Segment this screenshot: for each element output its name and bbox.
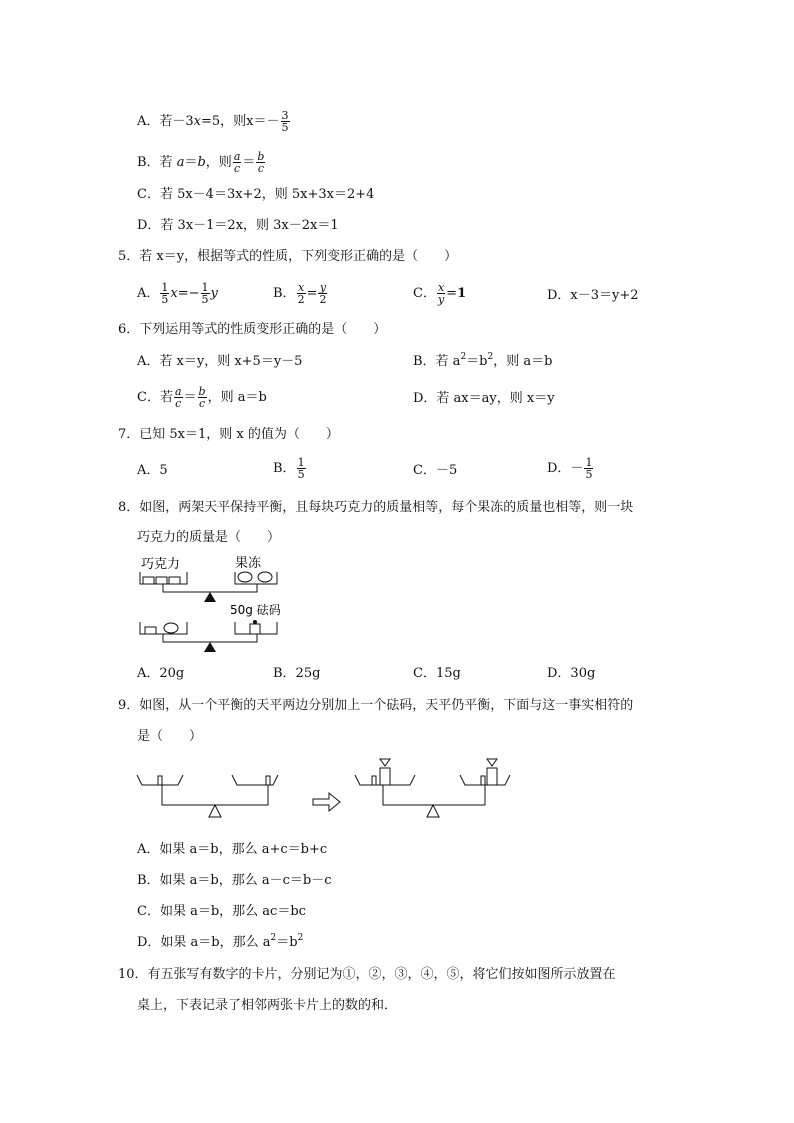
q6-option-d: D．若 ax＝ay，则 x＝y (413, 391, 555, 406)
q6-option-b: B．若 $a^2=b^2$，则 a＝b (413, 352, 553, 369)
q4-option-b: B．若 a＝b，则 $\frac{a}{c}$ ＝ $\frac{b}{c}$ (137, 150, 265, 175)
q8-balance-figure (135, 550, 295, 660)
q10-stem-line1: 10．有五张写有数字的卡片，分别记为①，②，③，④，⑤，将它们按如图所示放置在 (118, 967, 616, 982)
q5-option-c: C． $\frac{x}{y}$ =1 (413, 281, 467, 306)
q10-stem-line2: 桌上，下表记录了相邻两张卡片上的数的和． (137, 998, 398, 1013)
pivot-triangle-bottom (204, 642, 216, 652)
q9-option-a: A．如果 a＝b，那么 a+c＝b+c (137, 842, 328, 857)
q5-option-a: A． $\frac{1}{5}$ x=− $\frac{1}{5}$ y (137, 281, 218, 306)
q6-stem: 6．下列运用等式的性质变形正确的是（ ） (118, 322, 387, 337)
q5-option-d: D．x－3＝y+2 (547, 288, 639, 303)
q9-stem-line1: 9．如图，从一个平衡的天平两边分别加上一个砝码，天平仍平衡，下面与这一事实相符的 (118, 698, 634, 713)
q7-option-d: D．－ $\frac{1}{5}$ (547, 456, 593, 481)
pivot-triangle-top (204, 592, 216, 602)
q7-option-a: A．5 (137, 463, 168, 478)
q9-balance-figure (135, 755, 520, 830)
q5-stem: 5．若 x＝y，根据等式的性质，下列变形正确的是（ ） (118, 249, 458, 264)
q8-option-a: A．20g (137, 666, 185, 681)
q7-stem: 7．已知 5x＝1，则 x 的值为（ ） (118, 427, 339, 442)
q8-option-b: B．25g (273, 666, 321, 681)
q8-stem-line1: 8．如图，两架天平保持平衡，且每块巧克力的质量相等，每个果冻的质量也相等，则一块 (118, 500, 634, 515)
q8-option-d: D．30g (547, 666, 596, 681)
q6-option-c: C．若 $\frac{a}{c}$ ＝ $\frac{b}{c}$ ，则 a＝b (137, 385, 267, 410)
label-jelly: 果冻 (235, 556, 262, 571)
q9-option-c: C．如果 a＝b，那么 ac＝bc (137, 904, 306, 919)
q5-option-b: B． $\frac{x}{2}$ = $\frac{y}{2}$ (273, 281, 327, 306)
label-chocolate: 巧克力 (141, 557, 181, 572)
q7-option-b: B． $\frac{1}{5}$ (273, 456, 305, 481)
q6-option-a: A．若 x＝y，则 x+5＝y－5 (137, 354, 303, 369)
q7-option-c: C．－5 (413, 463, 458, 478)
q8-option-c: C．15g (413, 666, 461, 681)
q9-option-b: B．如果 a＝b，那么 a－c＝b－c (137, 873, 332, 888)
q8-stem-line2: 巧克力的质量是（ ） (137, 530, 281, 545)
label-weight: 50g 砝码 (230, 603, 281, 617)
q9-option-d: D．如果 a＝b，那么 $a^2=b^2$ (137, 933, 304, 950)
q9-stem-line2: 是（ ） (137, 729, 203, 744)
q4-option-a: A．若－3x=5，则x＝－ $\frac{3}{5}$ (137, 109, 289, 134)
q4-option-d: D．若 3x－1＝2x，则 3x－2x＝1 (137, 218, 339, 233)
q4-option-c: C．若 5x－4＝3x+2，则 5x+3x＝2+4 (137, 187, 375, 202)
